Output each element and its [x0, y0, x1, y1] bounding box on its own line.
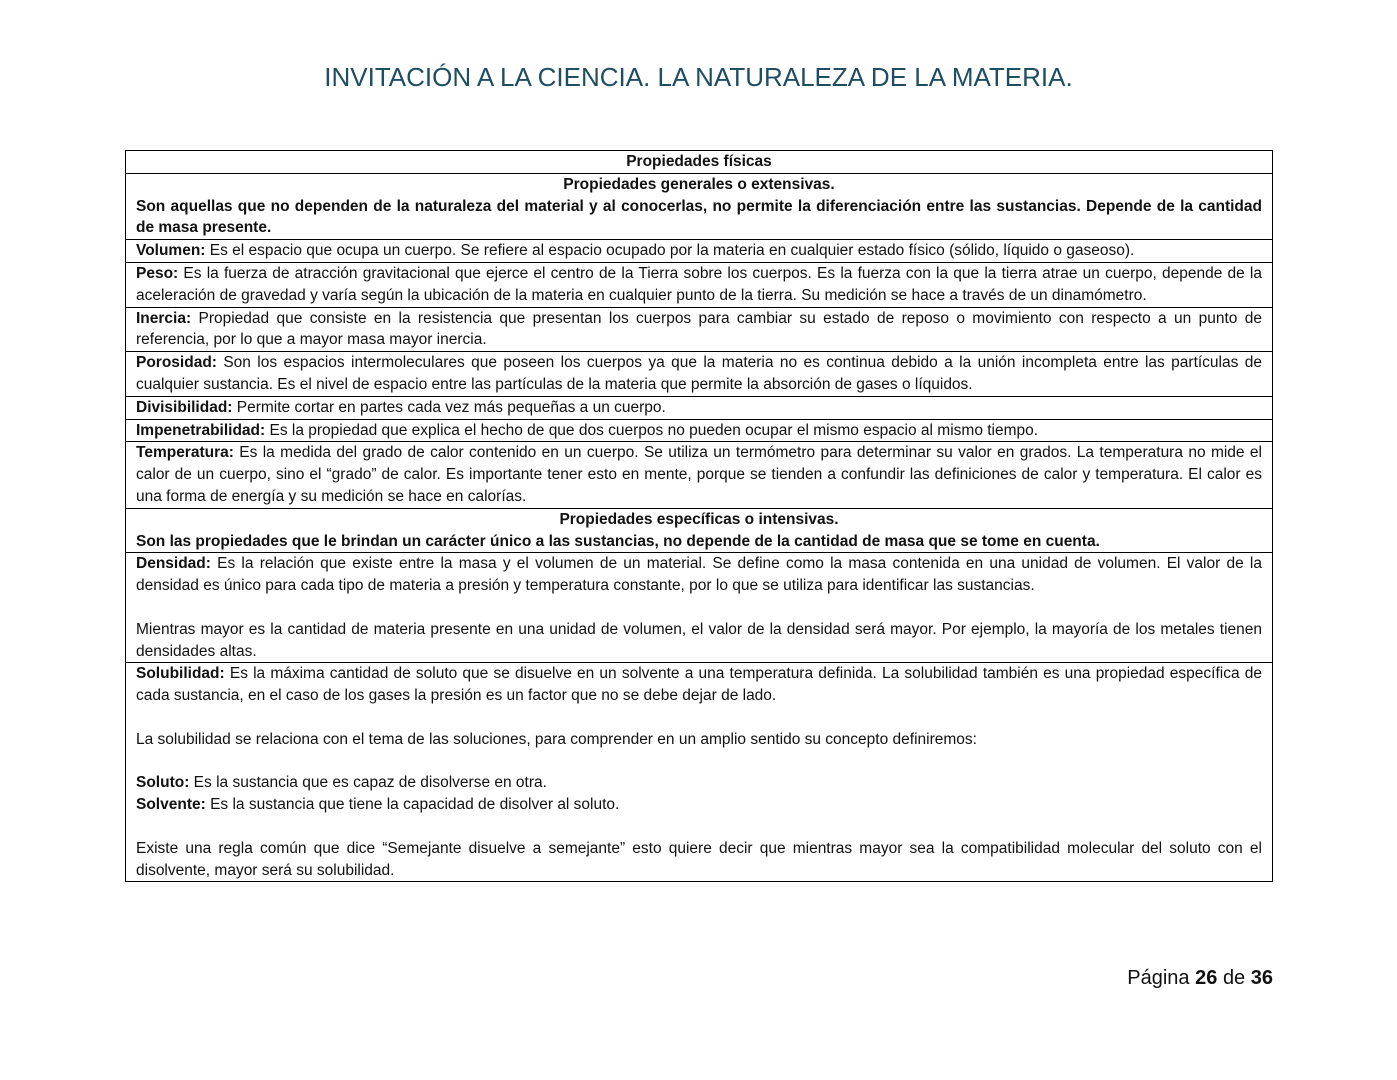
paragraph-gap [136, 707, 1262, 729]
properties-table [125, 150, 1273, 882]
property-text: Permite cortar en partes cada vez más pequeñas a un cuerpo. [232, 398, 666, 416]
property-term: Densidad: [136, 555, 211, 573]
property-term: Peso: [136, 264, 179, 282]
table-row [126, 262, 1273, 307]
generales-section-header [126, 173, 1273, 239]
soluto-definition [136, 772, 1262, 794]
property-term: Solvente: [136, 796, 206, 814]
especificas-description: Son las propiedades que le brindan un carácter único a las sustancias, no depende de la cantidad de masa que se tome en cuenta. [136, 532, 1100, 550]
table-row [126, 240, 1273, 263]
table-row [126, 151, 1273, 174]
table-row [126, 173, 1273, 239]
especificas-section-header [126, 508, 1273, 553]
paragraph-gap [136, 751, 1262, 773]
property-text: Son los espacios intermoleculares que poseen los cuerpos ya que la materia no es continua debido a la unión incompleta entre las partículas de cualquier sustancia. Es el nivel de espacio entre las partículas de la materia que permite la absorción de gases o líquidos. [136, 354, 1262, 393]
densidad-paragraph [136, 553, 1262, 597]
solubilidad-paragraph-3: Existe una regla común que dice “Semejante disuelve a semejante” esto quiere decir que mientras mayor sea la compatibilidad molecular del soluto con el disolvente, mayor será su solubilidad. [136, 839, 1262, 879]
property-densidad [126, 553, 1273, 663]
solubilidad-paragraph [136, 663, 1262, 707]
table-row [126, 442, 1273, 508]
paragraph-gap [136, 816, 1262, 838]
paragraph-gap [136, 597, 1262, 619]
property-divisibilidad [126, 396, 1273, 419]
especificas-title: Propiedades específicas o intensivas. [559, 510, 839, 528]
page-current: 26 [1195, 967, 1218, 989]
property-term: Soluto: [136, 774, 190, 792]
solvente-definition [136, 794, 1262, 816]
table-row [126, 352, 1273, 397]
property-text: Es la relación que existe entre la masa y el volumen de un material. Se define como la masa contenida en una unidad de volumen. El valor de la densidad es único para cada tipo de materia a presión y temperatura constante, por lo que se utiliza para identificar las sustancias. [136, 555, 1262, 595]
property-term: Solubilidad: [136, 665, 225, 683]
property-text: Es la sustancia que tiene la capacidad de disolver al soluto. [205, 796, 620, 814]
property-text: Es la medida del grado de calor contenido en un cuerpo. Se utiliza un termómetro para determinar su valor en grados. La temperatura no mide el calor de un cuerpo, sino el “grado” de calor. Es importante tener esto en mente, porque se tienden a confundir las definiciones de calor y temperatura. El calor es una forma de energía y su medición se hace en calorías. [136, 444, 1262, 505]
page-label: Página [1127, 967, 1190, 989]
property-term: Porosidad: [136, 354, 217, 372]
page-total: 36 [1250, 967, 1273, 989]
property-volumen [126, 240, 1273, 263]
property-text: Es el espacio que ocupa un cuerpo. Se refiere al espacio ocupado por la materia en cualquier estado físico (sólido, líquido o gaseoso). [205, 242, 1135, 260]
property-impenetrabilidad [126, 419, 1273, 442]
page-title: INVITACIÓN A LA CIENCIA. LA NATURALEZA DE LA MATERIA. [324, 62, 1073, 92]
page-number [1127, 967, 1273, 990]
table-row [126, 307, 1273, 352]
generales-title: Propiedades generales o extensivas. [563, 175, 835, 193]
table-row [126, 553, 1273, 663]
table-row [126, 663, 1273, 882]
property-term: Temperatura: [136, 444, 234, 462]
property-term: Impenetrabilidad: [136, 421, 266, 439]
solubilidad-paragraph-2: La solubilidad se relaciona con el tema de las soluciones, para comprender en un amplio sentido su concepto definiremos: [136, 730, 977, 748]
property-text: Es la fuerza de atracción gravitacional que ejerce el centro de la Tierra sobre los cuerpos. Es la fuerza con la que la tierra atrae un cuerpo, depende de la aceleración de gravedad y varía según la ubicación de la materia en cualquier punto de la tierra. Su medición se hace a través de un dinamómetro. [136, 264, 1262, 304]
property-text: Es la propiedad que explica el hecho de que dos cuerpos no pueden ocupar el mismo espacio al mismo tiempo. [265, 421, 1039, 439]
table-heading: Propiedades físicas [126, 151, 1273, 174]
property-text: Es la máxima cantidad de soluto que se disuelve en un solvente a una temperatura definida. La solubilidad también es una propiedad específica de cada sustancia, en el caso de los gases la presión es un factor que no se debe dejar de lado. [136, 665, 1262, 705]
property-solubilidad [126, 663, 1273, 882]
property-porosidad [126, 352, 1273, 397]
table-row [126, 419, 1273, 442]
property-text: Propiedad que consiste en la resistencia que presentan los cuerpos para cambiar su estado de reposo o movimiento con respecto a un punto de referencia, por lo que a mayor masa mayor inercia. [136, 309, 1262, 349]
property-peso [126, 262, 1273, 307]
densidad-paragraph-2: Mientras mayor es la cantidad de materia presente en una unidad de volumen, el valor de la densidad será mayor. Por ejemplo, la mayoría de los metales tienen densidades altas. [136, 620, 1262, 660]
property-inercia [126, 307, 1273, 352]
generales-description: Son aquellas que no dependen de la naturaleza del material y al conocerlas, no permite la diferenciación entre las sustancias. Depende de la cantidad de masa presente. [136, 197, 1262, 237]
table-row [126, 396, 1273, 419]
property-term: Inercia: [136, 309, 192, 327]
property-term: Divisibilidad: [136, 398, 233, 416]
property-text: Es la sustancia que es capaz de disolverse en otra. [189, 774, 547, 792]
table-row [126, 508, 1273, 553]
property-temperatura [126, 442, 1273, 508]
page-separator: de [1222, 967, 1246, 989]
property-term: Volumen: [136, 242, 206, 260]
